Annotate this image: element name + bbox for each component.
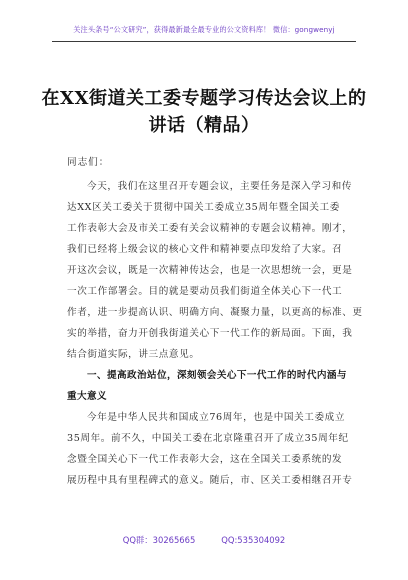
text-line: 今天，我们在这里召开专题会议，主要任务是深入学习和传 [87, 181, 353, 192]
title-line-1: 在XX街道关工委专题学习传达会议上的 [41, 88, 367, 109]
footer-contact [0, 534, 408, 546]
document-body [67, 152, 363, 491]
section-heading-1 [67, 365, 347, 407]
text-line: 作者，进一步提高认识、明确方向、凝聚力量，以更高的标准、更 [67, 307, 363, 318]
text-line: 结合街道实际，讲三点意见。 [67, 349, 200, 360]
paragraph-opening [67, 176, 363, 365]
footer-qq-group: QQ群：30265665 [122, 535, 196, 545]
paragraph-section-1 [67, 407, 353, 491]
text-line: 一次工作部署会。目的就是要动员我们街道全体关心下一代工 [67, 286, 343, 297]
text-line: 开这次会议，既是一次精神传达会，也是一次思想统一会，更是 [67, 265, 353, 276]
greeting: 同志们： [67, 157, 110, 168]
document-title [40, 85, 368, 139]
text-line: 实的举措，奋力开创我街道关心下一代工作的新局面。下面，我 [67, 328, 353, 339]
text-line: 我们已经将上级会议的核心文件和精神要点印发给了大家。召 [67, 244, 343, 255]
heading-line: 一、提高政治站位，深刻领会关心下一代工作的时代内涵与 [87, 370, 347, 381]
text-line: 达XX区关工委关于贯彻中国关工委成立35周年暨全国关工委 [67, 202, 340, 213]
text-line: 今年是中华人民共和国成立76周年，也是中国关工委成立 [87, 412, 346, 423]
text-line: 展历程中具有里程碑式的意义。随后，市、区关工委相继召开专 [67, 475, 353, 486]
heading-line: 重大意义 [67, 391, 107, 402]
header-divider [52, 41, 356, 42]
text-line: 工作表彰大会及市关工委有关会议精神的专题会议精神。刚才， [67, 223, 353, 234]
title-line-2: 讲话（精品） [148, 115, 260, 136]
footer-qq: QQ:535304092 [221, 535, 286, 545]
header-promo-note: 关注头条号“公文研究”，获得最新最全最专业的公文资料库！ 微信：gongwenyj [73, 25, 335, 34]
text-line: 念暨全国关心下一代工作表彰大会，这在全国关工委系统的发 [67, 454, 343, 465]
text-line: 35周年。前不久，中国关工委在北京隆重召开了成立35周年纪 [67, 433, 349, 444]
